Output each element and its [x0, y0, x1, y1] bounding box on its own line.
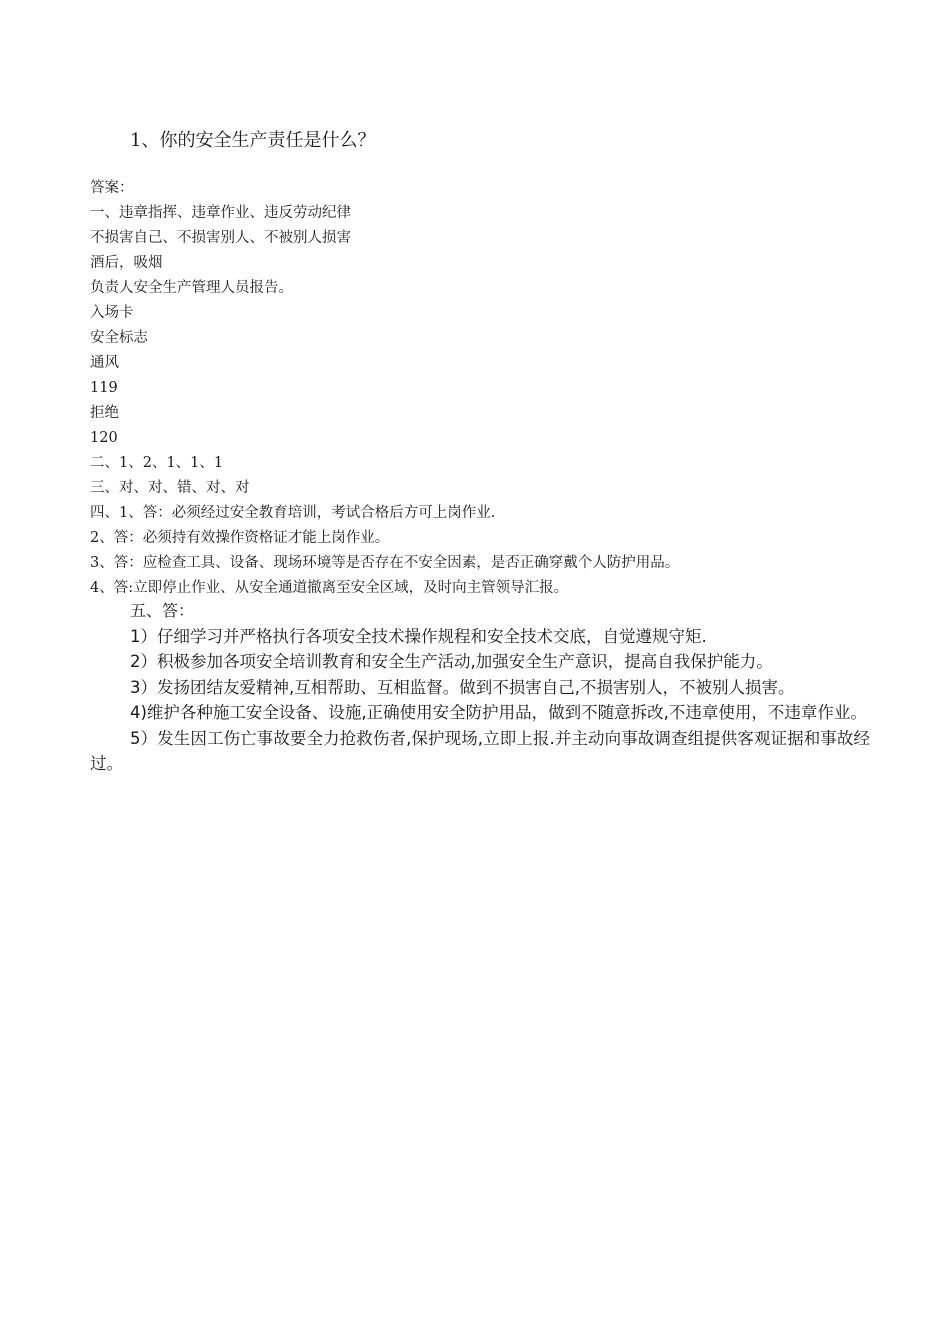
- answer-line: 三、对、对、错、对、对: [90, 480, 250, 496]
- answer-line: 不损害自己、不损害别人、不被别人损害: [90, 230, 351, 246]
- answer-line: 拒绝: [90, 405, 119, 421]
- answer-line: 通风: [90, 355, 119, 371]
- section-five-paragraph: 5）发生因工伤亡事故要全力抢救伤者,保护现场,立即上报.并主动向事故调查组提供客观证据和事故经过。: [90, 728, 870, 773]
- answer-label: 答案：: [90, 180, 134, 196]
- answer-line: 负责人安全生产管理人员报告。: [90, 280, 293, 296]
- section-five-paragraph: 4)维护各种施工安全设备、设施,正确使用安全防护用品，做到不随意拆改,不违章使用，不违章作业。: [130, 703, 867, 722]
- section-five-paragraph: 3）发扬团结友爱精神,互相帮助、互相监督。做到不损害自己,不损害别人，不被别人损害。: [130, 677, 795, 697]
- answer-line: 二、1、2、1、1、1: [90, 455, 224, 471]
- answer-line: 4、答:立即停止作业、从安全通道撤离至安全区域，及时向主管领导汇报。: [90, 580, 569, 596]
- answer-line: 安全标志: [90, 330, 148, 346]
- answer-line: 酒后，吸烟: [90, 255, 163, 271]
- answer-line: 120: [90, 430, 118, 446]
- answer-line: 一、违章指挥、违章作业、违反劳动纪律: [90, 205, 351, 221]
- answer-list: [90, 176, 679, 601]
- section-five-paragraph: 1）仔细学习并严格执行各项安全技术操作规程和安全技术交底，自觉遵规守矩.: [130, 626, 707, 646]
- answer-line: 入场卡: [90, 305, 134, 321]
- section-five: [90, 598, 870, 777]
- section-five-paragraph: 2）积极参加各项安全培训教育和安全生产活动,加强安全生产意识，提高自我保护能力。: [130, 652, 773, 671]
- answer-line: 119: [90, 380, 118, 396]
- question-title: 1、你的安全生产责任是什么？: [130, 130, 376, 151]
- answer-line: 2、答：必须持有效操作资格证才能上岗作业。: [90, 530, 390, 546]
- section-five-heading: 五、答：: [130, 601, 195, 620]
- answer-line: 3、答：应检查工具、设备、现场环境等是否存在不安全因素，是否正确穿戴个人防护用品。: [90, 555, 680, 571]
- answer-line: 四、1、答：必须经过安全教育培训，考试合格后方可上岗作业.: [90, 505, 496, 521]
